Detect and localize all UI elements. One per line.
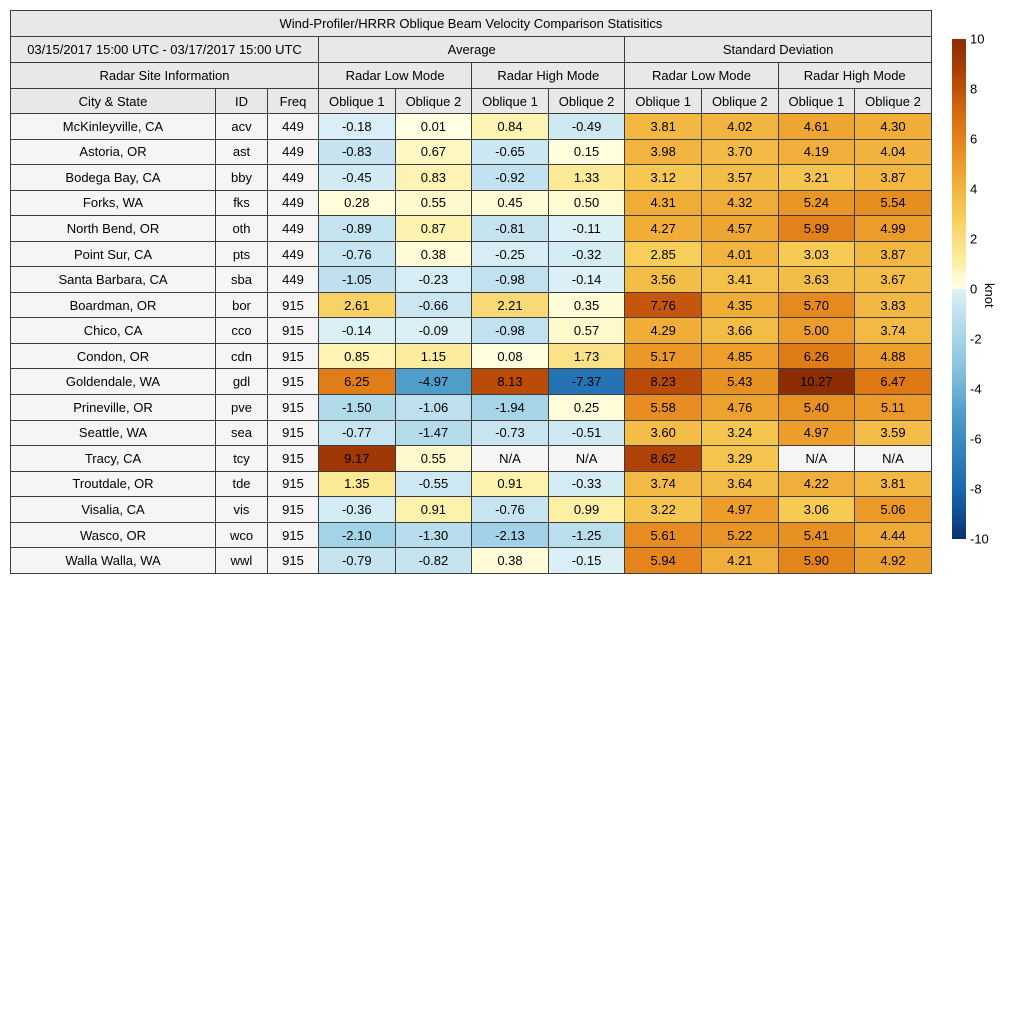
- value-cell: 5.22: [701, 522, 778, 548]
- freq-cell: 449: [268, 139, 319, 165]
- value-cell: 4.04: [855, 139, 932, 165]
- value-cell: 0.08: [472, 343, 549, 369]
- value-cell: -4.97: [395, 369, 472, 395]
- table-row: [11, 216, 932, 242]
- value-cell: 0.38: [395, 241, 472, 267]
- value-cell: -0.36: [319, 497, 396, 523]
- value-cell: 3.66: [701, 318, 778, 344]
- freq-cell: 449: [268, 165, 319, 191]
- city-cell: Chico, CA: [11, 318, 216, 344]
- site-id-cell: oth: [216, 216, 268, 242]
- value-cell: 3.41: [701, 267, 778, 293]
- colorbar-tick-label: 4: [970, 181, 978, 197]
- value-cell: -0.92: [472, 165, 549, 191]
- value-cell: 8.13: [472, 369, 549, 395]
- site-id-cell: cdn: [216, 343, 268, 369]
- city-cell: Bodega Bay, CA: [11, 165, 216, 191]
- freq-cell: 915: [268, 446, 319, 472]
- avg-high-mode-header: Radar High Mode: [472, 63, 625, 89]
- colorbar-tick-label: -2: [970, 331, 982, 347]
- value-cell: -0.66: [395, 292, 472, 318]
- value-cell: 0.57: [548, 318, 625, 344]
- table-row: [11, 420, 932, 446]
- value-cell: 5.61: [625, 522, 702, 548]
- col-oblique1: Oblique 1: [472, 89, 549, 114]
- table-row: [11, 471, 932, 497]
- table-row: [11, 267, 932, 293]
- value-cell: -0.83: [319, 139, 396, 165]
- freq-cell: 915: [268, 548, 319, 574]
- value-cell: -1.06: [395, 395, 472, 421]
- value-cell: 0.87: [395, 216, 472, 242]
- freq-cell: 915: [268, 292, 319, 318]
- value-cell: 3.63: [778, 267, 855, 293]
- site-id-cell: sea: [216, 420, 268, 446]
- value-cell: 3.21: [778, 165, 855, 191]
- value-cell: 4.29: [625, 318, 702, 344]
- value-cell: 0.01: [395, 114, 472, 140]
- value-cell: 3.57: [701, 165, 778, 191]
- city-cell: Condon, OR: [11, 343, 216, 369]
- avg-low-mode-header: Radar Low Mode: [319, 63, 472, 89]
- value-cell: -0.76: [319, 241, 396, 267]
- value-cell: 0.35: [548, 292, 625, 318]
- value-cell: 5.90: [778, 548, 855, 574]
- value-cell: 4.92: [855, 548, 932, 574]
- city-cell: Boardman, OR: [11, 292, 216, 318]
- value-cell: -0.11: [548, 216, 625, 242]
- value-cell: -1.05: [319, 267, 396, 293]
- value-cell: 3.56: [625, 267, 702, 293]
- value-cell: 0.99: [548, 497, 625, 523]
- freq-cell: 915: [268, 497, 319, 523]
- colorbar-tick-label: 2: [970, 231, 978, 247]
- site-id-cell: acv: [216, 114, 268, 140]
- value-cell: 5.00: [778, 318, 855, 344]
- site-id-cell: tde: [216, 471, 268, 497]
- value-cell: -0.49: [548, 114, 625, 140]
- value-cell: -2.13: [472, 522, 549, 548]
- value-cell-na: N/A: [778, 446, 855, 472]
- value-cell: -0.76: [472, 497, 549, 523]
- value-cell-na: N/A: [472, 446, 549, 472]
- mode-header-row: [11, 63, 932, 89]
- value-cell: 3.29: [701, 446, 778, 472]
- value-cell: 0.83: [395, 165, 472, 191]
- value-cell: 4.97: [778, 420, 855, 446]
- colorbar-tick-label: -6: [970, 431, 982, 447]
- value-cell: 7.76: [625, 292, 702, 318]
- table-row: [11, 446, 932, 472]
- col-oblique2: Oblique 2: [395, 89, 472, 114]
- site-id-cell: sba: [216, 267, 268, 293]
- colorbar-tick-label: 6: [970, 131, 978, 147]
- value-cell: 0.45: [472, 190, 549, 216]
- city-cell: Astoria, OR: [11, 139, 216, 165]
- freq-cell: 915: [268, 318, 319, 344]
- colorbar-gradient: [952, 39, 966, 539]
- value-cell: -0.45: [319, 165, 396, 191]
- value-cell: -0.82: [395, 548, 472, 574]
- value-cell: 0.38: [472, 548, 549, 574]
- value-cell: 5.24: [778, 190, 855, 216]
- value-cell: 4.44: [855, 522, 932, 548]
- value-cell: 6.25: [319, 369, 396, 395]
- site-id-cell: ast: [216, 139, 268, 165]
- value-cell: -0.98: [472, 267, 549, 293]
- sd-high-mode-header: Radar High Mode: [778, 63, 931, 89]
- value-cell: 1.33: [548, 165, 625, 191]
- value-cell: -7.37: [548, 369, 625, 395]
- value-cell: 3.24: [701, 420, 778, 446]
- city-cell: Forks, WA: [11, 190, 216, 216]
- city-cell: North Bend, OR: [11, 216, 216, 242]
- table-row: [11, 139, 932, 165]
- city-cell: Troutdale, OR: [11, 471, 216, 497]
- value-cell: 3.81: [625, 114, 702, 140]
- value-cell: 5.41: [778, 522, 855, 548]
- col-oblique2: Oblique 2: [548, 89, 625, 114]
- value-cell: 0.50: [548, 190, 625, 216]
- value-cell: 2.21: [472, 292, 549, 318]
- value-cell: 5.58: [625, 395, 702, 421]
- value-cell: 4.35: [701, 292, 778, 318]
- freq-cell: 449: [268, 267, 319, 293]
- value-cell: -0.25: [472, 241, 549, 267]
- value-cell: 1.15: [395, 343, 472, 369]
- city-cell: Wasco, OR: [11, 522, 216, 548]
- value-cell: 0.55: [395, 190, 472, 216]
- value-cell: -0.14: [548, 267, 625, 293]
- site-info-header: Radar Site Information: [11, 63, 319, 89]
- col-city-state: City & State: [11, 89, 216, 114]
- value-cell: 6.26: [778, 343, 855, 369]
- value-cell: -2.10: [319, 522, 396, 548]
- value-cell: -0.77: [319, 420, 396, 446]
- value-cell: 3.03: [778, 241, 855, 267]
- value-cell: 3.98: [625, 139, 702, 165]
- value-cell: 4.76: [701, 395, 778, 421]
- freq-cell: 449: [268, 190, 319, 216]
- value-cell: 4.01: [701, 241, 778, 267]
- value-cell: 0.85: [319, 343, 396, 369]
- table-row: [11, 497, 932, 523]
- colorbar-tick-label: -10: [970, 531, 989, 547]
- value-cell: -1.30: [395, 522, 472, 548]
- group-header-row: [11, 37, 932, 63]
- col-oblique1: Oblique 1: [625, 89, 702, 114]
- value-cell: -0.55: [395, 471, 472, 497]
- table-body: [11, 114, 932, 574]
- table-title: Wind-Profiler/HRRR Oblique Beam Velocity Comparison Statisitics: [11, 11, 932, 37]
- value-cell: 0.15: [548, 139, 625, 165]
- value-cell: 5.70: [778, 292, 855, 318]
- colorbar-unit-label: knot: [982, 282, 997, 308]
- value-cell: 10.27: [778, 369, 855, 395]
- city-cell: Seattle, WA: [11, 420, 216, 446]
- site-id-cell: bby: [216, 165, 268, 191]
- table-row: [11, 190, 932, 216]
- value-cell: 8.23: [625, 369, 702, 395]
- value-cell: 5.06: [855, 497, 932, 523]
- value-cell: -0.79: [319, 548, 396, 574]
- value-cell: -0.09: [395, 318, 472, 344]
- site-id-cell: wco: [216, 522, 268, 548]
- value-cell: -1.50: [319, 395, 396, 421]
- value-cell: 4.21: [701, 548, 778, 574]
- value-cell: 4.30: [855, 114, 932, 140]
- col-id: ID: [216, 89, 268, 114]
- value-cell: 1.35: [319, 471, 396, 497]
- freq-cell: 915: [268, 522, 319, 548]
- title-row: [11, 11, 932, 37]
- value-cell: 2.61: [319, 292, 396, 318]
- freq-cell: 449: [268, 216, 319, 242]
- value-cell: 1.73: [548, 343, 625, 369]
- value-cell: 5.40: [778, 395, 855, 421]
- table-row: [11, 292, 932, 318]
- value-cell: 8.62: [625, 446, 702, 472]
- site-id-cell: wwl: [216, 548, 268, 574]
- table-row: [11, 343, 932, 369]
- stats-table: [10, 10, 932, 574]
- value-cell: 0.91: [395, 497, 472, 523]
- value-cell: -0.23: [395, 267, 472, 293]
- value-cell: 5.43: [701, 369, 778, 395]
- freq-cell: 915: [268, 395, 319, 421]
- group-average: Average: [319, 37, 625, 63]
- value-cell: 3.74: [855, 318, 932, 344]
- site-id-cell: vis: [216, 497, 268, 523]
- site-id-cell: tcy: [216, 446, 268, 472]
- table-row: [11, 522, 932, 548]
- sd-low-mode-header: Radar Low Mode: [625, 63, 778, 89]
- value-cell: 3.70: [701, 139, 778, 165]
- freq-cell: 915: [268, 420, 319, 446]
- value-cell: -0.18: [319, 114, 396, 140]
- value-cell: 5.17: [625, 343, 702, 369]
- value-cell: 3.87: [855, 241, 932, 267]
- value-cell: 4.61: [778, 114, 855, 140]
- value-cell: 4.99: [855, 216, 932, 242]
- colorbar-tick-label: 10: [970, 31, 985, 47]
- value-cell: 4.85: [701, 343, 778, 369]
- col-oblique2: Oblique 2: [701, 89, 778, 114]
- value-cell: 4.31: [625, 190, 702, 216]
- value-cell: 3.22: [625, 497, 702, 523]
- freq-cell: 915: [268, 471, 319, 497]
- value-cell: 3.12: [625, 165, 702, 191]
- value-cell: -0.81: [472, 216, 549, 242]
- col-oblique2: Oblique 2: [855, 89, 932, 114]
- site-id-cell: gdl: [216, 369, 268, 395]
- site-id-cell: fks: [216, 190, 268, 216]
- column-header-row: [11, 89, 932, 114]
- value-cell: 4.97: [701, 497, 778, 523]
- value-cell: -0.32: [548, 241, 625, 267]
- value-cell: -0.33: [548, 471, 625, 497]
- city-cell: Walla Walla, WA: [11, 548, 216, 574]
- value-cell: 4.02: [701, 114, 778, 140]
- site-id-cell: bor: [216, 292, 268, 318]
- value-cell: 5.11: [855, 395, 932, 421]
- value-cell-na: N/A: [855, 446, 932, 472]
- site-id-cell: pts: [216, 241, 268, 267]
- value-cell: -0.15: [548, 548, 625, 574]
- value-cell: -0.89: [319, 216, 396, 242]
- value-cell: 3.59: [855, 420, 932, 446]
- city-cell: Santa Barbara, CA: [11, 267, 216, 293]
- city-cell: Tracy, CA: [11, 446, 216, 472]
- table-row: [11, 318, 932, 344]
- value-cell: -1.94: [472, 395, 549, 421]
- value-cell: -0.73: [472, 420, 549, 446]
- value-cell: 0.67: [395, 139, 472, 165]
- col-freq: Freq: [268, 89, 319, 114]
- table-row: [11, 165, 932, 191]
- value-cell: 4.27: [625, 216, 702, 242]
- value-cell: 4.57: [701, 216, 778, 242]
- site-id-cell: cco: [216, 318, 268, 344]
- table-row: [11, 114, 932, 140]
- value-cell: 0.84: [472, 114, 549, 140]
- value-cell: 4.22: [778, 471, 855, 497]
- value-cell: 3.81: [855, 471, 932, 497]
- city-cell: Point Sur, CA: [11, 241, 216, 267]
- freq-cell: 915: [268, 343, 319, 369]
- colorbar-tick-label: 0: [970, 281, 978, 297]
- colorbar-tick-label: -4: [970, 381, 982, 397]
- value-cell: 0.25: [548, 395, 625, 421]
- freq-cell: 915: [268, 369, 319, 395]
- value-cell: -0.65: [472, 139, 549, 165]
- colorbar-tick-label: 8: [970, 81, 978, 97]
- freq-cell: 449: [268, 241, 319, 267]
- site-id-cell: pve: [216, 395, 268, 421]
- value-cell: -0.51: [548, 420, 625, 446]
- value-cell: 3.83: [855, 292, 932, 318]
- value-cell: 6.47: [855, 369, 932, 395]
- value-cell: 3.60: [625, 420, 702, 446]
- table-row: [11, 241, 932, 267]
- table-row: [11, 395, 932, 421]
- city-cell: Visalia, CA: [11, 497, 216, 523]
- colorbar-tick-label: -8: [970, 481, 982, 497]
- value-cell: 5.99: [778, 216, 855, 242]
- value-cell: 0.55: [395, 446, 472, 472]
- value-cell: 2.85: [625, 241, 702, 267]
- group-std-deviation: Standard Deviation: [625, 37, 931, 63]
- value-cell: 3.06: [778, 497, 855, 523]
- value-cell: 4.32: [701, 190, 778, 216]
- city-cell: Goldendale, WA: [11, 369, 216, 395]
- value-cell: 0.91: [472, 471, 549, 497]
- table-row: [11, 369, 932, 395]
- value-cell: 4.88: [855, 343, 932, 369]
- table-row: [11, 548, 932, 574]
- col-oblique1: Oblique 1: [778, 89, 855, 114]
- value-cell: -1.25: [548, 522, 625, 548]
- value-cell: 3.67: [855, 267, 932, 293]
- value-cell: 0.28: [319, 190, 396, 216]
- value-cell: 3.87: [855, 165, 932, 191]
- value-cell: -0.14: [319, 318, 396, 344]
- value-cell: -1.47: [395, 420, 472, 446]
- value-cell: -0.98: [472, 318, 549, 344]
- city-cell: Prineville, OR: [11, 395, 216, 421]
- value-cell: 3.74: [625, 471, 702, 497]
- value-cell: 9.17: [319, 446, 396, 472]
- value-cell: 5.94: [625, 548, 702, 574]
- freq-cell: 449: [268, 114, 319, 140]
- value-cell: 5.54: [855, 190, 932, 216]
- value-cell: 4.19: [778, 139, 855, 165]
- city-cell: McKinleyville, CA: [11, 114, 216, 140]
- col-oblique1: Oblique 1: [319, 89, 396, 114]
- value-cell: 3.64: [701, 471, 778, 497]
- value-cell-na: N/A: [548, 446, 625, 472]
- date-range: 03/15/2017 15:00 UTC - 03/17/2017 15:00 UTC: [11, 37, 319, 63]
